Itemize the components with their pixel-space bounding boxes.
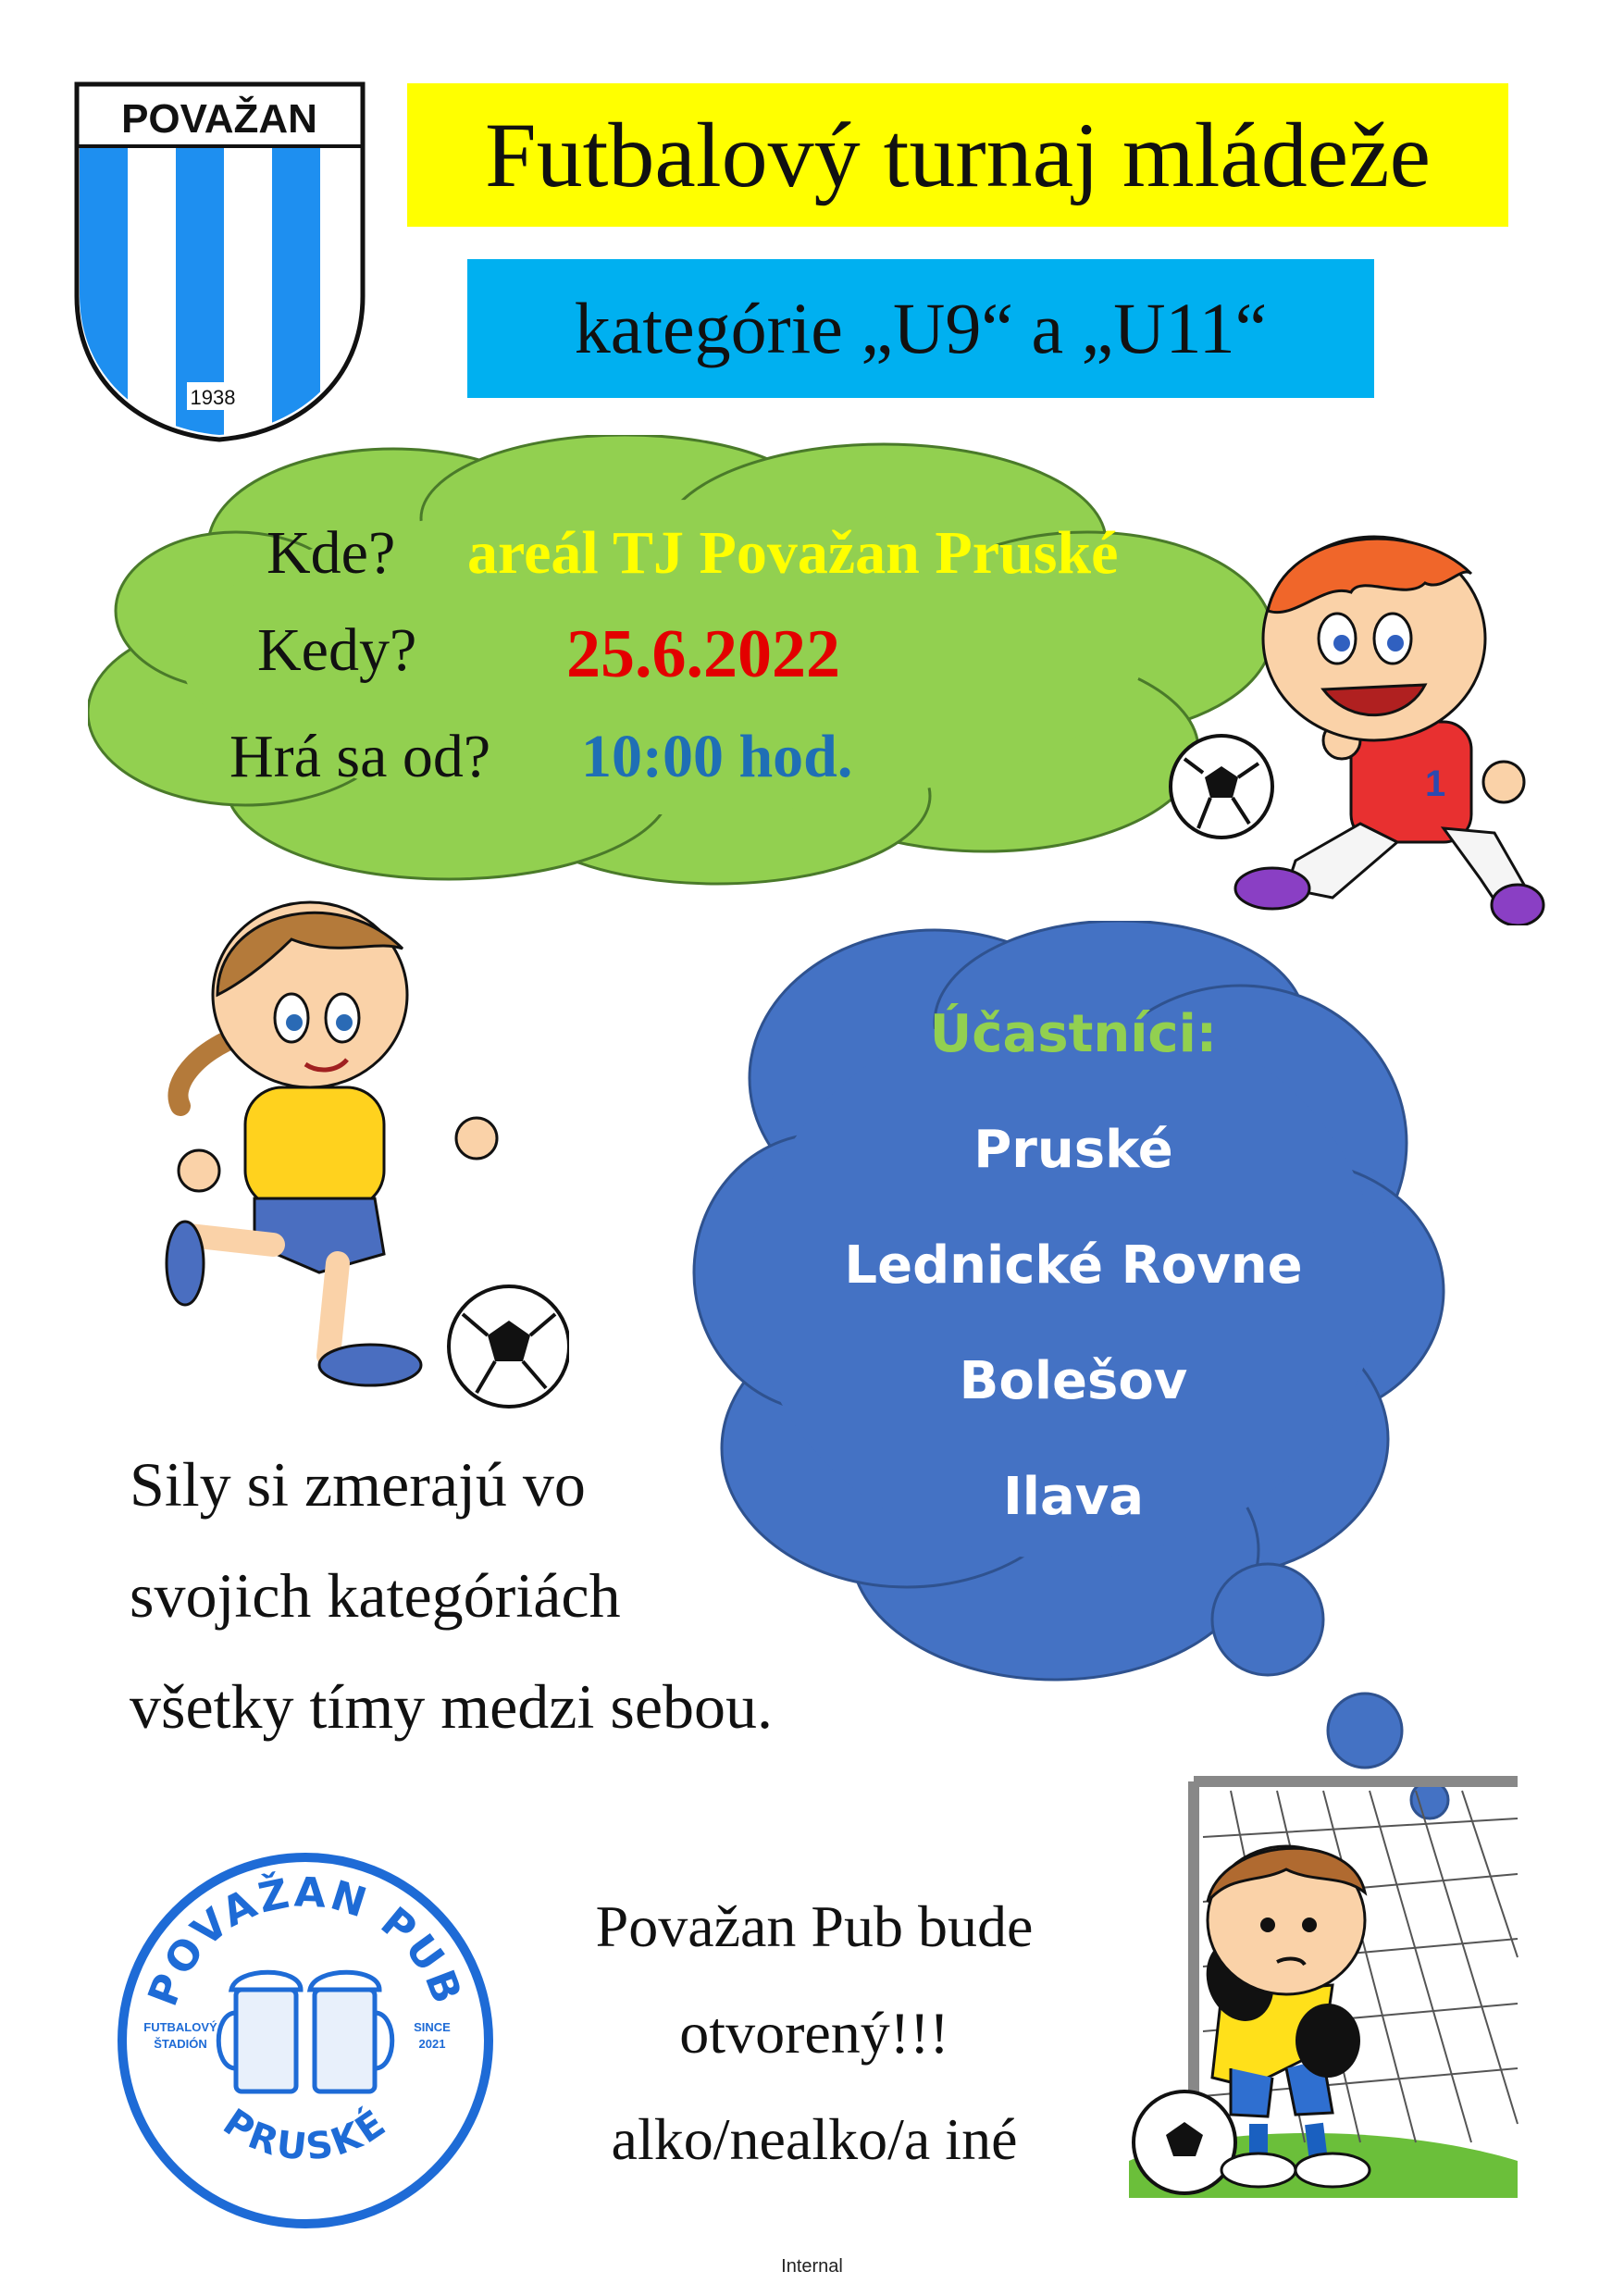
participant-item: Bolešov (959, 1351, 1188, 1411)
start-label: Hrá sa od? (229, 723, 491, 790)
where-value: areál TJ Považan Pruské (467, 519, 1119, 587)
pub-logo-bottom-text: PRUSKÉ (215, 2101, 396, 2169)
pub-line: otvorený!!! (679, 2000, 949, 2066)
description-line: svojich kategóriách (130, 1560, 621, 1631)
where-label: Kde? (267, 519, 396, 587)
crest-icon (74, 81, 366, 442)
participants-heading: Účastníci: (929, 1004, 1218, 1064)
goalkeeper-boy-icon (1120, 1772, 1527, 2198)
footer-label: Internal (781, 2256, 843, 2277)
description-line: Sily si zmerajú vo (130, 1449, 586, 1520)
boy-kicking-ball-icon (1147, 509, 1559, 925)
pub-line: alko/nealko/a iné (611, 2106, 1018, 2172)
page-title: Futbalový turnaj mládeže (407, 83, 1508, 227)
start-value: 10:00 hod. (581, 723, 853, 790)
when-value: 25.6.2022 (566, 616, 840, 692)
crest-year: 1938 (190, 386, 236, 409)
pub-logo-right-1: SINCE (414, 2020, 451, 2034)
svg-text:1: 1 (1425, 763, 1446, 804)
pub-logo-left-2: ŠTADIÓN (154, 2037, 207, 2051)
participant-item: Ilava (1002, 1467, 1145, 1527)
participant-item: Lednické Rovne (844, 1235, 1303, 1296)
girl-kicking-ball-icon (153, 893, 569, 1411)
participant-item: Pruské (973, 1120, 1173, 1180)
description-line: všetky tímy medzi sebou. (130, 1671, 774, 1742)
pub-logo-top-text: POVAŽAN PUB (139, 1868, 472, 2013)
crest-name: POVAŽAN (121, 96, 317, 142)
pub-line: Považan Pub bude (595, 1893, 1034, 1959)
pub-logo-left-1: FUTBALOVÝ (143, 2020, 217, 2034)
page-subtitle: kategórie „U9“ a „U11“ (467, 259, 1374, 398)
pub-logo-right-2: 2021 (418, 2037, 446, 2051)
when-label: Kedy? (257, 616, 417, 684)
pub-logo (116, 1851, 495, 2230)
